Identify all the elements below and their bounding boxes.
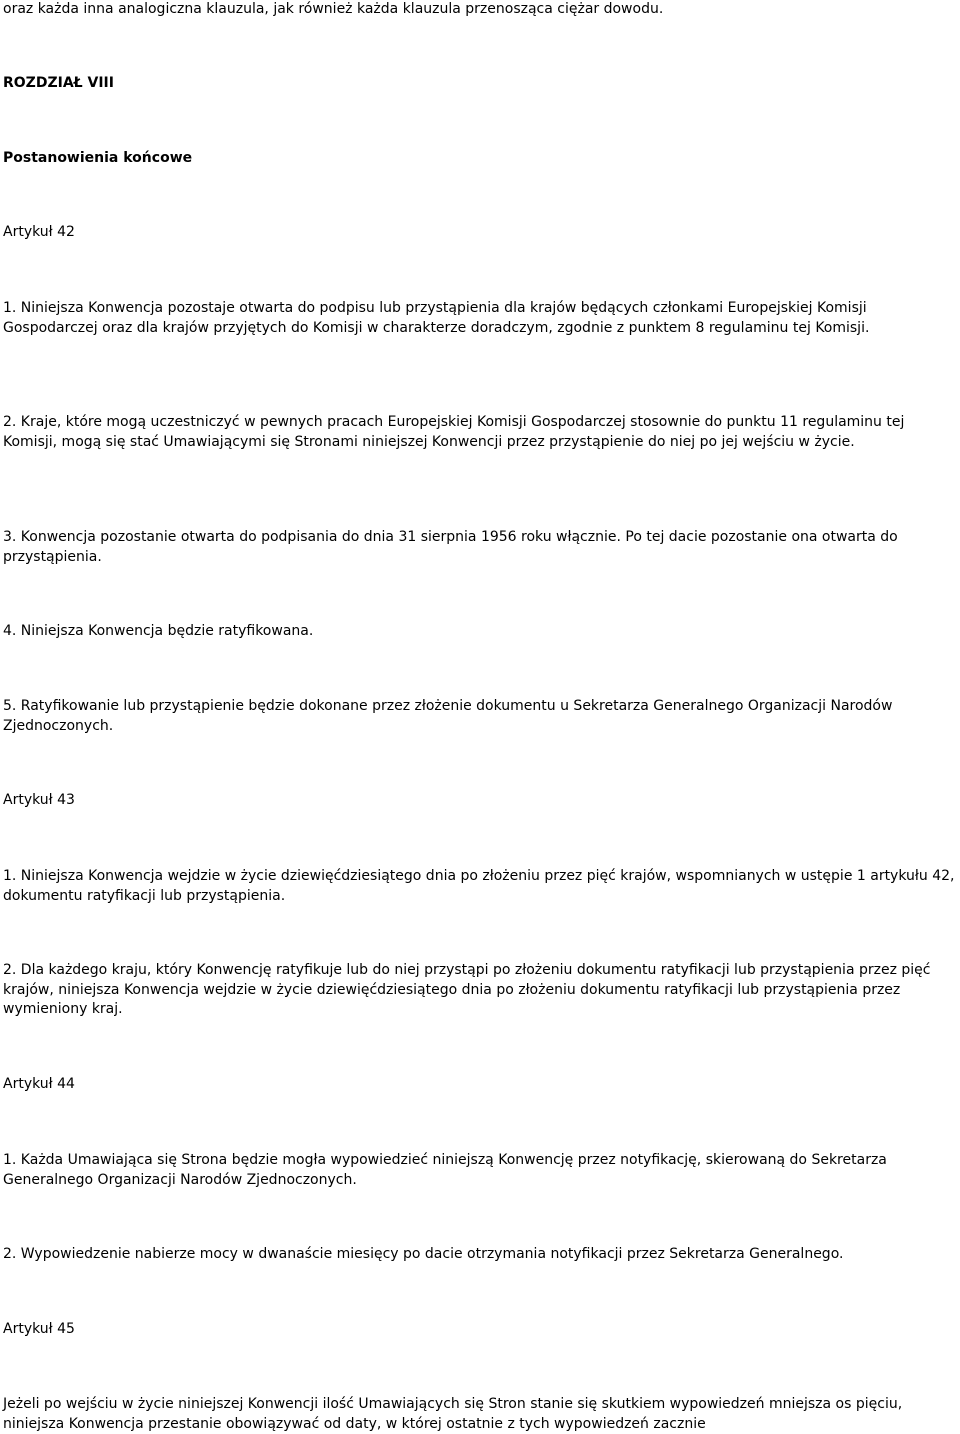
article-43-title: Artykuł 43	[3, 792, 75, 808]
article-42-paragraph-5: 5. Ratyfikowanie lub przystąpienie będzie dokonane przez złożenie dokumentu u Sekretarza Generalnego Organizacji Narodów Zjednoczonych.	[3, 698, 893, 734]
article-45-paragraph-1: Jeżeli po wejściu w życie niniejszej Konwencji ilość Umawiających się Stron stanie się skutkiem wypowiedzeń mniejsza os pięciu, niniejsza Konwencja przestanie obowiązywać od daty, w której ostatnie z tych wypowiedzeń zacznie	[3, 1396, 903, 1432]
article-44-title: Artykuł 44	[3, 1076, 75, 1092]
chapter-heading: ROZDZIAŁ VIII	[3, 75, 114, 91]
article-42-title: Artykuł 42	[3, 224, 75, 240]
article-42-paragraph-4: 4. Niniejsza Konwencja będzie ratyfikowana.	[3, 623, 314, 639]
article-44-paragraph-1: 1. Każda Umawiająca się Strona będzie mogła wypowiedzieć niniejszą Konwencję przez notyfikację, skierowaną do Sekretarza Generalnego Organizacji Narodów Zjednoczonych.	[3, 1152, 887, 1188]
chapter-title: Postanowienia końcowe	[3, 150, 193, 166]
article-44-paragraph-2: 2. Wypowiedzenie nabierze mocy w dwanaście miesięcy po dacie otrzymania notyfikacji przez Sekretarza Generalnego.	[3, 1246, 844, 1262]
article-42-paragraph-2: 2. Kraje, które mogą uczestniczyć w pewnych pracach Europejskiej Komisji Gospodarczej stosownie do punktu 11 regulaminu tej Komisji, mogą się stać Umawiającymi się Stronami niniejszej Konwencji przez przystąpienie do niej po jej wejściu w życie.	[3, 414, 905, 450]
article-43-paragraph-1: 1. Niniejsza Konwencja wejdzie w życie dziewięćdziesiątego dnia po złożeniu przez pięć krajów, wspomnianych w ustępie 1 artykułu 42, dokumentu ratyfikacji lub przystąpienia.	[3, 868, 955, 904]
article-45-title: Artykuł 45	[3, 1321, 75, 1337]
article-42-paragraph-1: 1. Niniejsza Konwencja pozostaje otwarta do podpisu lub przystąpienia dla krajów będących członkami Europejskiej Komisji Gospodarczej oraz dla krajów przyjętych do Komisji w charakterze doradczym, zgodnie z punktem 8 regulaminu tej Komisji.	[3, 300, 870, 336]
article-43-paragraph-2: 2. Dla każdego kraju, który Konwencję ratyfikuje lub do niej przystąpi po złożeniu dokumentu ratyfikacji lub przystąpienia przez pięć krajów, niniejsza Konwencja wejdzie w życie dziewięćdziesiątego dnia po złożeniu dokumentu ratyfikacji lub przystąpienia przez wymieniony kraj.	[3, 962, 931, 1017]
intro-text: oraz każda inna analogiczna klauzula, jak również każda klauzula przenosząca ciężar dowodu.	[3, 1, 664, 17]
article-42-paragraph-3: 3. Konwencja pozostanie otwarta do podpisania do dnia 31 sierpnia 1956 roku włącznie. Po tej dacie pozostanie ona otwarta do przystąpienia.	[3, 529, 898, 565]
